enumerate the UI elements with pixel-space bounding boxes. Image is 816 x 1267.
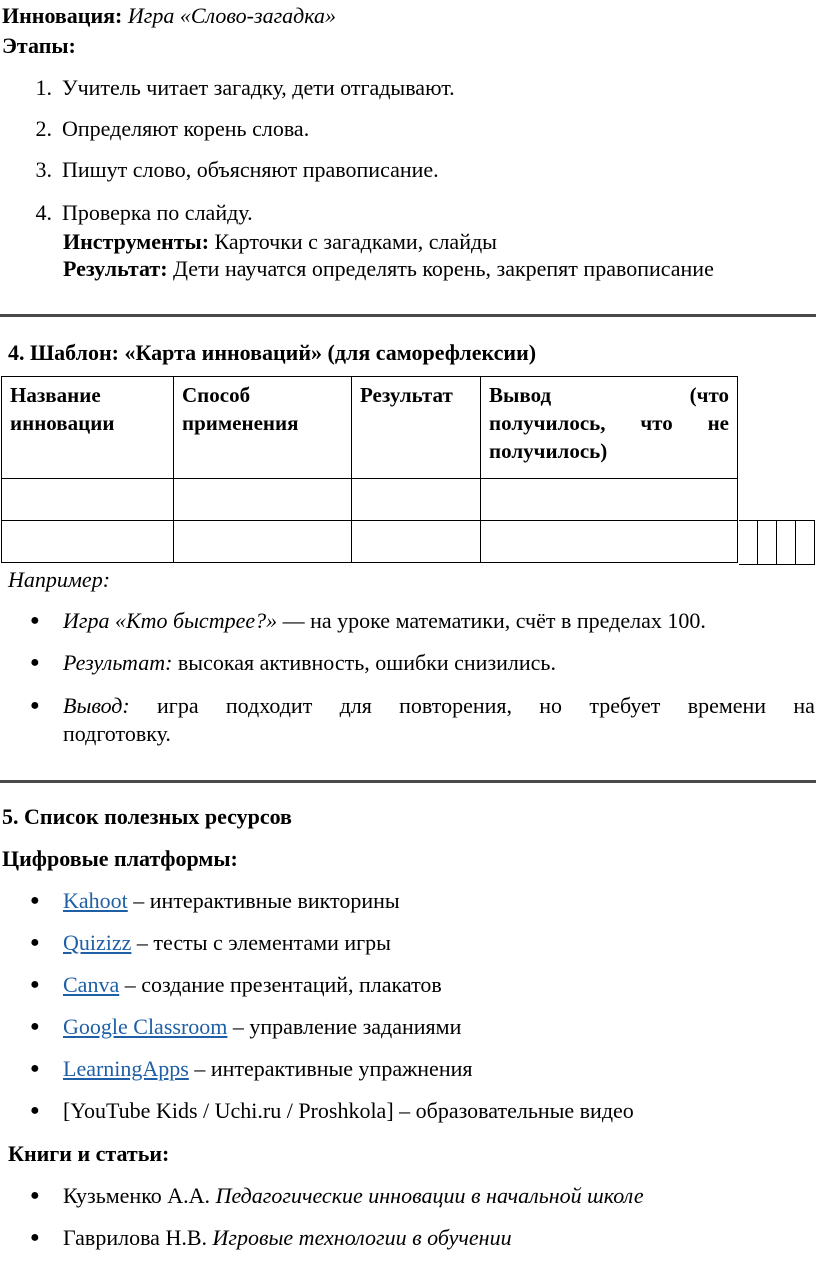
column-header: Название инновации [2,377,174,479]
innovation-line [2,3,336,29]
list-item: Google Classroom – управление заданиями [63,1014,462,1039]
bullet-icon: ● [30,612,40,629]
bullet-icon: ● [30,654,40,671]
bullet-icon: ● [30,697,40,714]
list-item: Canva – создание презентаций, плакатов [63,972,442,997]
table-cell [796,520,815,565]
bullet-icon: ● [30,976,40,993]
learningapps-link[interactable]: LearningApps [63,1056,189,1081]
list-item: [YouTube Kids / Uchi.ru / Proshkola] – образовательные видео [63,1098,634,1123]
example-game: Игра «Кто быстрее?» — на уроке математики, счёт в пределах 100. [63,608,706,633]
example-result: Результат: высокая активность, ошибки снизились. [63,650,556,675]
table-cell[interactable] [2,521,174,563]
list-item: Гаврилова Н.В. Игровые технологии в обучении [63,1225,512,1250]
tools-line: Инструменты: Карточки с загадками, слайды [63,229,497,254]
list-item: Kahoot – интерактивные викторины [63,888,400,913]
list-item: 4. Проверка по слайду. [35,200,253,225]
quizizz-link[interactable]: Quizizz [63,930,132,955]
platforms-heading: Цифровые платформы: [2,846,238,871]
example-conclusion: Вывод: игра подходит для повторения, но требует времени на [63,693,815,718]
table-cell[interactable] [481,479,738,521]
stages-heading: Этапы: [2,33,76,58]
template-heading: 4. Шаблон: «Карта инноваций» (для саморефлексии) [8,340,537,365]
list-item: Quizizz – тесты с элементами игры [63,930,391,955]
divider [0,314,816,317]
table-cell [739,520,758,565]
bullet-icon: ● [30,1229,40,1246]
table-cell[interactable] [352,521,481,563]
innovation-value: Игра «Слово-загадка» [127,3,337,28]
list-item: Кузьменко А.А. Педагогические инновации в начальной школе [63,1183,644,1208]
google-classroom-link[interactable]: Google Classroom [63,1014,228,1039]
example-conclusion-cont: подготовку. [63,721,171,746]
list-item: 2. Определяют корень слова. [35,116,310,141]
list-item: 3. Пишут слово, объясняют правописание. [35,157,439,182]
table-cell[interactable] [174,479,352,521]
table-cell [758,520,777,565]
result-line: Результат: Дети научатся определять корень, закрепят правописание [63,256,714,281]
table-cell[interactable] [481,521,738,563]
kahoot-link[interactable]: Kahoot [63,888,128,913]
books-heading: Книги и статьи: [8,1141,170,1166]
bullet-icon: ● [30,934,40,951]
list-item: 1. Учитель читает загадку, дети отгадывают. [35,75,455,100]
canva-link[interactable]: Canva [63,972,120,997]
example-intro: Например: [8,567,111,592]
template-table [1,376,738,563]
column-header: Способ применения [174,377,352,479]
list-item: LearningApps – интерактивные упражнения [63,1056,473,1081]
bullet-icon: ● [30,1187,40,1204]
resources-heading: 5. Список полезных ресурсов [2,804,292,829]
divider [0,780,816,783]
bullet-icon: ● [30,1060,40,1077]
innovation-label: Инновация: [2,3,123,28]
column-header: Вывод (что получилось, что не получилось) [481,377,738,479]
column-header: Результат [352,377,481,479]
table-cell[interactable] [352,479,481,521]
bullet-icon: ● [30,892,40,909]
table-cell[interactable] [174,521,352,563]
bullet-icon: ● [30,1102,40,1119]
table-cell [777,520,796,565]
bullet-icon: ● [30,1018,40,1035]
table-cell[interactable] [2,479,174,521]
